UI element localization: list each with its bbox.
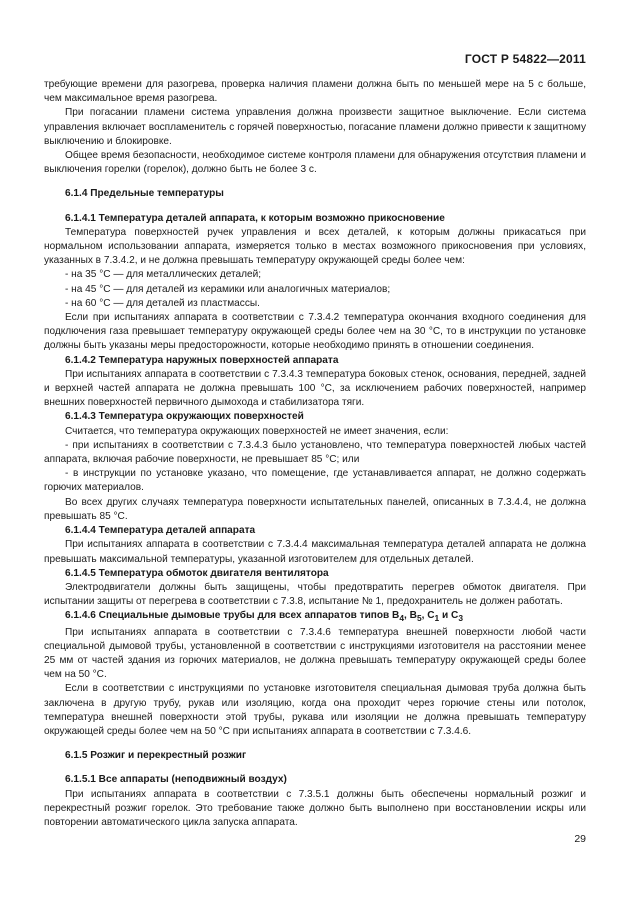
subsection-heading-6-1-5-1: 6.1.5.1 Все аппараты (неподвижный воздух) [65, 774, 287, 786]
subscript: 4 [399, 613, 405, 624]
paragraph: Температура поверхностей ручек управления и всех деталей, к которым должны прикасаться при нормальном использовании аппарата, измеряется только в местах возможного прикосновения при условиях, указанных в 7.3.4.2, и не должна превышать температуру окружающей среды более чем: [44, 226, 586, 267]
list-item: - на 60 °С — для деталей из пластмассы. [65, 297, 260, 309]
list-item: - при испытаниях в соответствии с 7.3.4.3 было установлено, что температура поверхностей любых частей аппарата, включая рабочие поверхности, не превышает 85 °С; или [44, 439, 586, 466]
paragraph: При испытаниях аппарата в соответствии с 7.3.4.4 максимальная температура деталей аппарата не должна превышать максимальной температуры, указанной изготовителем для отдельных деталей. [44, 539, 586, 565]
paragraph: Если при испытаниях аппарата в соответствии с 7.3.4.2 температура окончания входного соединения для подключения газа превышает температуру окружающей среды более чем на 30 °С, то в инструкции по установке должны быть указаны меры предосторожности, которые необходимо принять в отношении соединения. [44, 312, 586, 352]
section-heading-6-1-4: 6.1.4 Предельные температуры [65, 188, 224, 200]
subsection-heading-6-1-4-4: 6.1.4.4 Температура деталей аппарата [65, 525, 256, 537]
heading-text: и C [439, 610, 459, 622]
list-item: - на 35 °С — для металлических деталей; [65, 269, 262, 281]
list-item: - в инструкции по установке указано, что помещение, где устанавливается аппарат, не должно содержать горючих материалов. [44, 468, 586, 494]
subsection-heading-6-1-4-5: 6.1.4.5 Температура обмоток двигателя вентилятора [65, 567, 329, 579]
paragraph: При испытаниях аппарата в соответствии с 7.3.4.3 температура боковых стенок, основания, передней, задней и верхней частей аппарата не должна превышать 100 °С, за исключением рабочих поверхностей, например внешних поверхностей первичного дымохода и стабилизатора тяги. [44, 368, 586, 409]
subsection-heading-6-1-4-6 [44, 609, 586, 625]
subsection-heading-6-1-4-1: 6.1.4.1 Температура деталей аппарата, к которым возможно прикосновение [65, 212, 445, 224]
paragraph: Электродвигатели должны быть защищены, чтобы предотвратить перегрев обмоток двигателя. При испытании защиты от перегрева в соответствии с 7.3.8, испытание № 1, предохранитель не должен работать. [44, 581, 586, 608]
subsection-heading-6-1-4-2: 6.1.4.2 Температура наружных поверхностей аппарата [65, 354, 339, 366]
paragraph: Во всех других случаях температура поверхности испытательных панелей, описанных в 7.3.4.4, не должна превышать 85 °С. [44, 496, 586, 522]
heading-text: , C [421, 610, 435, 622]
heading-text: , B [404, 610, 417, 622]
paragraph: При испытаниях аппарата в соответствии с 7.3.4.6 температура внешней поверхности любой части специальной дымовой трубы, установленной в соответствии с инструкциями изготовителя на расстоянии менее 25 мм от частей здания из горючих материалов, не должна превышать температуру окружающей среды более чем на 50 °С. [44, 626, 586, 681]
list-item: - на 45 °С — для деталей из керамики или аналогичных материалов; [65, 283, 391, 295]
heading-text: 6.1.4.6 Специальные дымовые трубы для всех аппаратов типов B [65, 610, 400, 622]
subscript: 3 [458, 613, 464, 624]
paragraph: требующие времени для разогрева, проверка наличия пламени должна быть по меньшей мере на 5 с больше, чем максимальное время разогрева. [44, 79, 586, 105]
section-heading-6-1-5: 6.1.5 Розжиг и перекрестный розжиг [65, 750, 247, 762]
paragraph: Если в соответствии с инструкциями по установке изготовителя специальная дымовая труба должна быть заключена в другую трубу, рукав или изоляцию, когда она проходит через горючие стены или потолок, температура внешней поверхности этой трубы, рукава или изоляции не должна превышать температуру окружающей среды более чем на 50 °С при испытаниях аппарата в соответствии с 7.3.4.6. [44, 683, 586, 737]
paragraph: Считается, что температура окружающих поверхностей не имеет значения, если: [65, 425, 449, 437]
paragraph: Общее время безопасности, необходимое системе контроля пламени для обнаружения отсутствия пламени и выключения горелки (горелок), должно быть не более 3 с. [44, 150, 586, 176]
paragraph: При испытаниях аппарата в соответствии с 7.3.5.1 должны быть обеспечены нормальный розжиг и перекрестный розжиг горелок. Это требование также должно быть выполнено при восстановлении искры или повторении автоматического цикла запуска аппарата. [44, 788, 586, 828]
subscript: 5 [416, 613, 422, 624]
page-number: 29 [574, 833, 586, 845]
document-header: ГОСТ Р 54822—2011 [464, 52, 586, 66]
document-body [44, 78, 586, 830]
subsection-heading-6-1-4-3: 6.1.4.3 Температура окружающих поверхностей [65, 411, 304, 423]
paragraph: При погасании пламени система управления должна произвести защитное выключение. Если система управления включает воспламенитель с горячей поверхностью, погасание пламени должно привести к защитному выключению и блокировке. [44, 107, 586, 147]
subscript: 1 [434, 613, 440, 624]
